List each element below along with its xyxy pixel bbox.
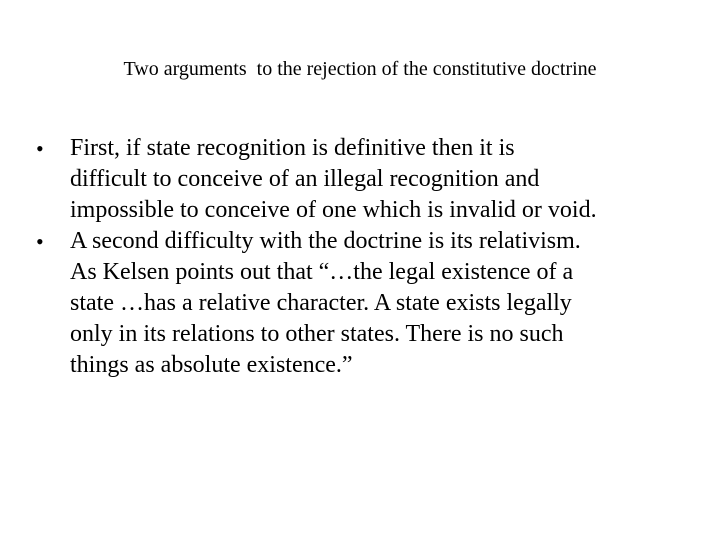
bullet-list (36, 133, 686, 381)
bullet-item-first-argument (36, 133, 686, 226)
bullet-text-line: A second difficulty with the doctrine is its relativism. (70, 228, 581, 254)
bullet-icon: • (36, 136, 44, 161)
bullet-icon: • (36, 229, 44, 254)
bullet-text-line: things as absolute existence.” (70, 352, 353, 378)
bullet-text-line: state …has a relative character. A state exists legally (70, 290, 572, 316)
bullet-text-line: impossible to conceive of one which is invalid or void. (70, 197, 597, 223)
bullet-text-line: difficult to conceive of an illegal recognition and (70, 166, 540, 192)
bullet-text-line: First, if state recognition is definitive then it is (70, 135, 515, 161)
bullet-item-second-argument (36, 226, 686, 381)
slide-title: Two arguments to the rejection of the constitutive doctrine (123, 58, 597, 80)
bullet-text-line: only in its relations to other states. There is no such (70, 321, 564, 347)
bullet-text-line: As Kelsen points out that “…the legal existence of a (70, 259, 574, 285)
